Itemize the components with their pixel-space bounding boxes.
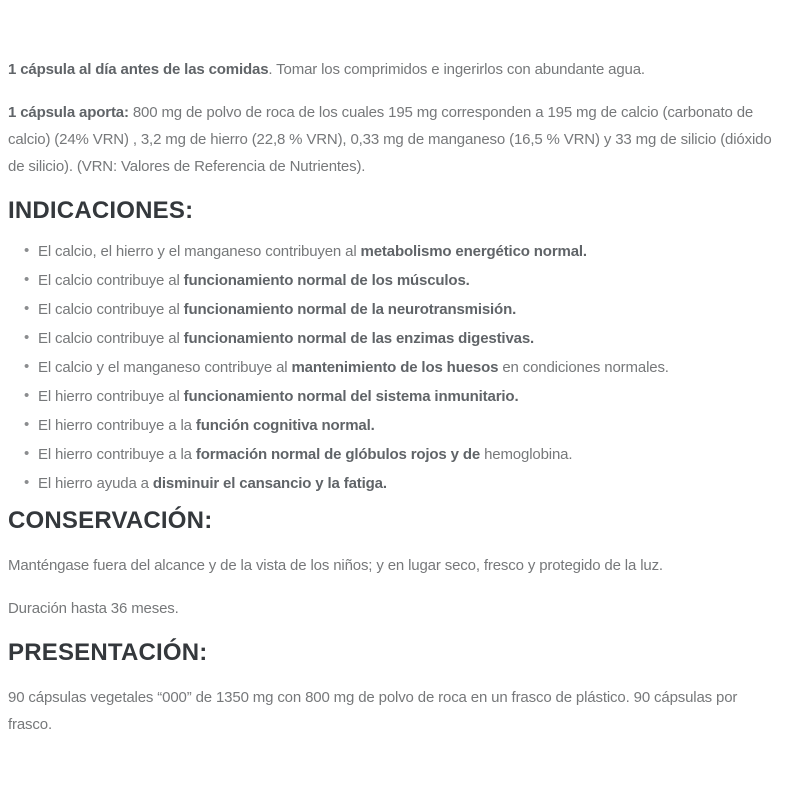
indications-list xyxy=(8,242,782,494)
text-segment: 1 cápsula al día antes de las comidas xyxy=(8,61,269,78)
list-item xyxy=(38,358,782,378)
list-item xyxy=(38,445,782,465)
paragraph xyxy=(8,56,782,83)
section-heading: CONSERVACIÓN: xyxy=(8,507,213,534)
list-item xyxy=(38,387,782,407)
text-segment: disminuir el cansancio y la fatiga. xyxy=(152,475,387,492)
text-segment: El hierro contribuye a la xyxy=(38,446,196,463)
text-segment: funcionamiento normal de los músculos. xyxy=(183,272,470,289)
paragraph xyxy=(8,99,782,180)
text-segment: El hierro ayuda a xyxy=(38,475,153,492)
list-item xyxy=(38,329,782,349)
text-segment: El hierro contribuye a la xyxy=(38,417,196,434)
section-heading: PRESENTACIÓN: xyxy=(8,639,208,666)
text-segment: El hierro contribuye al xyxy=(38,388,184,405)
paragraph xyxy=(8,595,782,622)
text-segment: función cognitiva normal. xyxy=(195,417,375,434)
list-item xyxy=(38,474,782,494)
text-segment: hemoglobina. xyxy=(480,446,573,463)
text-segment: . Tomar los comprimidos e ingerirlos con abundante agua. xyxy=(268,61,645,78)
paragraph xyxy=(8,552,782,579)
text-segment: funcionamiento normal del sistema inmunitario. xyxy=(183,388,519,405)
text-segment: 800 mg de polvo de roca de los cuales 195 mg corresponden a 195 mg de calcio (carbonato de calcio) (24% VRN) , 3,2 mg de hierro (22,8 % VRN), 0,33 mg de manganeso (16,5 % VRN) y 33 mg de silicio (dióxido de silicio). (VRN: Valores de Referencia de Nutrientes). xyxy=(8,104,772,175)
text-segment: formación normal de glóbulos rojos y de xyxy=(195,446,481,463)
text-segment: El calcio, el hierro y el manganeso contribuyen al xyxy=(38,243,361,260)
list-item xyxy=(38,416,782,436)
text-segment: El calcio contribuye al xyxy=(38,330,184,347)
text-segment: El calcio contribuye al xyxy=(38,301,184,318)
text-segment: metabolismo energético normal. xyxy=(360,243,587,260)
list-item xyxy=(38,271,782,291)
text-segment: El calcio y el manganeso contribuye al xyxy=(38,359,292,376)
text-segment: funcionamiento normal de la neurotransmisión. xyxy=(183,301,517,318)
list-item xyxy=(38,300,782,320)
text-segment: El calcio contribuye al xyxy=(38,272,184,289)
text-segment: mantenimiento de los huesos xyxy=(291,359,499,376)
text-segment: 1 cápsula aporta: xyxy=(8,104,129,121)
text-segment: en condiciones normales. xyxy=(498,359,669,376)
list-item xyxy=(38,242,782,262)
text-segment: funcionamiento normal de las enzimas digestivas. xyxy=(183,330,535,347)
text-segment: Duración hasta 36 meses. xyxy=(8,600,179,617)
text-segment: 90 cápsulas vegetales “000” de 1350 mg con 800 mg de polvo de roca en un frasco de plástico. 90 cápsulas por frasco. xyxy=(8,689,738,733)
paragraph xyxy=(8,684,782,738)
section-heading: INDICACIONES: xyxy=(8,197,194,224)
text-segment: Manténgase fuera del alcance y de la vista de los niños; y en lugar seco, fresco y protegido de la luz. xyxy=(8,557,663,574)
